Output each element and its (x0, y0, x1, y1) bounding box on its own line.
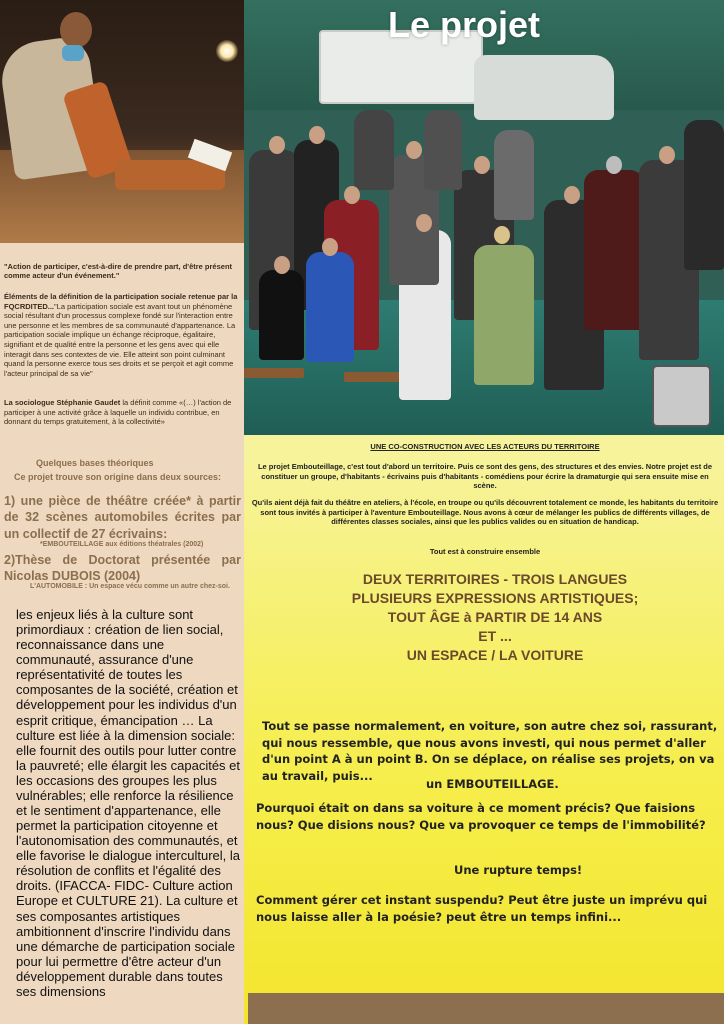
person-figure (474, 245, 534, 385)
person-figure (259, 270, 304, 360)
theatre-photo (0, 0, 244, 243)
source-2-note: L'AUTOMOBILE : Un espace vécu comme un autre chez-soi. (30, 583, 230, 590)
highlight-line: DEUX TERRITOIRES - TROIS LANGUES (362, 571, 628, 587)
source-1: 1) une pièce de théâtre créée* à partir de 32 scènes automobiles écrites par un collectif de 27 écrivains: (4, 494, 241, 541)
left-column (0, 0, 244, 1024)
intro-paragraph-3: Tout est à construire ensemble (429, 547, 541, 556)
intro-paragraph-1: Le projet Embouteillage, c'est tout d'abord un territoire. Puis ce sont des gens, des structures et des envies. Notre projet est de constituer un groupe, d'habitants - écrivains puis d'habitants - comédiens pour écrire la dramaturgie qui sera ensuite mise en scène. (257, 462, 713, 491)
sociologist-block (4, 398, 240, 427)
source-2: 2)Thèse de Doctorat présentée par Nicolas DUBOIS (2004) (4, 553, 241, 584)
sociologist-heading: La sociologue Stéphanie Gaudet (4, 398, 121, 407)
van (474, 55, 614, 120)
story-suspended: Comment gérer cet instant suspendu? Peut être juste un imprévu qui nous laisse aller à la poésie? peut être un temps infini... (256, 893, 708, 924)
definition-heading: Éléments de la définition de la participation sociale retenue par la FQCRDITED... (4, 292, 238, 311)
person-figure (494, 130, 534, 220)
person-figure (424, 110, 462, 190)
footer-bar (248, 993, 724, 1024)
intro-paragraph-2: Qu'ils aient déjà fait du théâtre en ateliers, à l'école, en troupe ou qu'ils découvrent totalement ce monde, les habitants du territoire sont tous invités à participer à l'aventure Embouteillage. Nous avons à cœur de mélanger les publics de différents villages, de différentes classes sociales, ainsi que les publics valides ou en situation de handicap. (251, 498, 719, 527)
highlight-line: UN ESPACE / LA VOITURE (406, 647, 584, 664)
bases-intro: Ce projet trouve son origine dans deux sources: (14, 472, 222, 482)
bench (244, 368, 304, 378)
highlight-block (270, 570, 720, 665)
story-embouteillage: un EMBOUTEILLAGE. (426, 777, 559, 791)
bases-title: Quelques bases théoriques (36, 458, 154, 468)
sociologist-body: la définit comme «(…) l'action de participer à une activité grâce à laquelle un individu contribue, en donnant du temps gratuitement, à la collectivité» (4, 398, 232, 427)
person-figure (584, 170, 644, 330)
definition-body: "La participation sociale est avant tout un phénomène social résultant d'un processus complexe fondé sur l'interaction entre une personne et les membres de sa communauté d'appartenance. La participation sociale implique un échange réciproque, égalitaire, signifiant et de qualité entre la personne et les gens avec qui elle interagit dans ses contextes de vie. Elle atteint son point culminant quand la personne exerce tous ses droits et se perçoit et agit comme l'acteur principal de sa vie" (4, 301, 236, 378)
highlight-line: PLUSIEURS EXPRESSIONS ARTISTIQUES; (351, 590, 639, 607)
section-heading: UNE CO-CONSTRUCTION AVEC LES ACTEURS DU TERRITOIRE (370, 442, 600, 451)
accordion (652, 365, 711, 427)
crowd-photo (244, 0, 724, 435)
source-1-note: *EMBOUTEILLAGE aux éditions théatrales (2002) (40, 541, 204, 548)
highlight-line: TOUT ÂGE à PARTIR DE 14 ANS (387, 609, 603, 626)
participation-quote: "Action de participer, c'est-à-dire de prendre part, d'être présent comme acteur d'un événement." (4, 262, 233, 281)
highlight-line: ET ... (478, 628, 512, 645)
story-paragraph-1: Tout se passe normalement, en voiture, son autre chez soi, rassurant, qui nous ressemble, que nous avons investi, qui nous permet d'aller d'un point A à un point B. On se déplace, on réalise ses projets, on va au travail, puis... (262, 719, 718, 784)
spotlight (216, 40, 238, 62)
story-questions: Pourquoi était on dans sa voiture à ce moment précis? Que faisions nous? Que disions nous? Que va provoquer ce temps de l'immobilité? (256, 801, 706, 832)
person-figure (684, 120, 724, 270)
culture-stakes-text: les enjeux liés à la culture sont primordiaux : création de lien social, reconnaissance dans une communauté, assurance d'une représentativité de toutes les composantes de la société, création et développement pour les individus d'un esprit critique, émancipation … La culture est liée à la dimension sociale: elle fournit des outils pour lutter contre la pauvreté; elle élargit les capacités et les occasions des groupes les plus vulnérables; elle renforce la résilience et le sentiment d'appartenance, elle permet la participation citoyenne et l'autonomisation des communautés, et elle favorise le dialogue interculturel, la résolution de conflits et l'égalité des droits. (IFACCA- FIDC- Culture action Europe et CULTURE 21). La culture et ses composantes artistiques ambitionnent d'inscrire l'individu dans une démarche de participation sociale pour lui permettre d'être acteur d'un développement durable dans toutes ses dimensions (16, 607, 241, 999)
page-title: Le projet (388, 4, 541, 45)
story-rupture: Une rupture temps! (454, 863, 583, 877)
person-figure (354, 110, 394, 190)
definition-block (4, 292, 240, 378)
person-figure (306, 252, 354, 362)
